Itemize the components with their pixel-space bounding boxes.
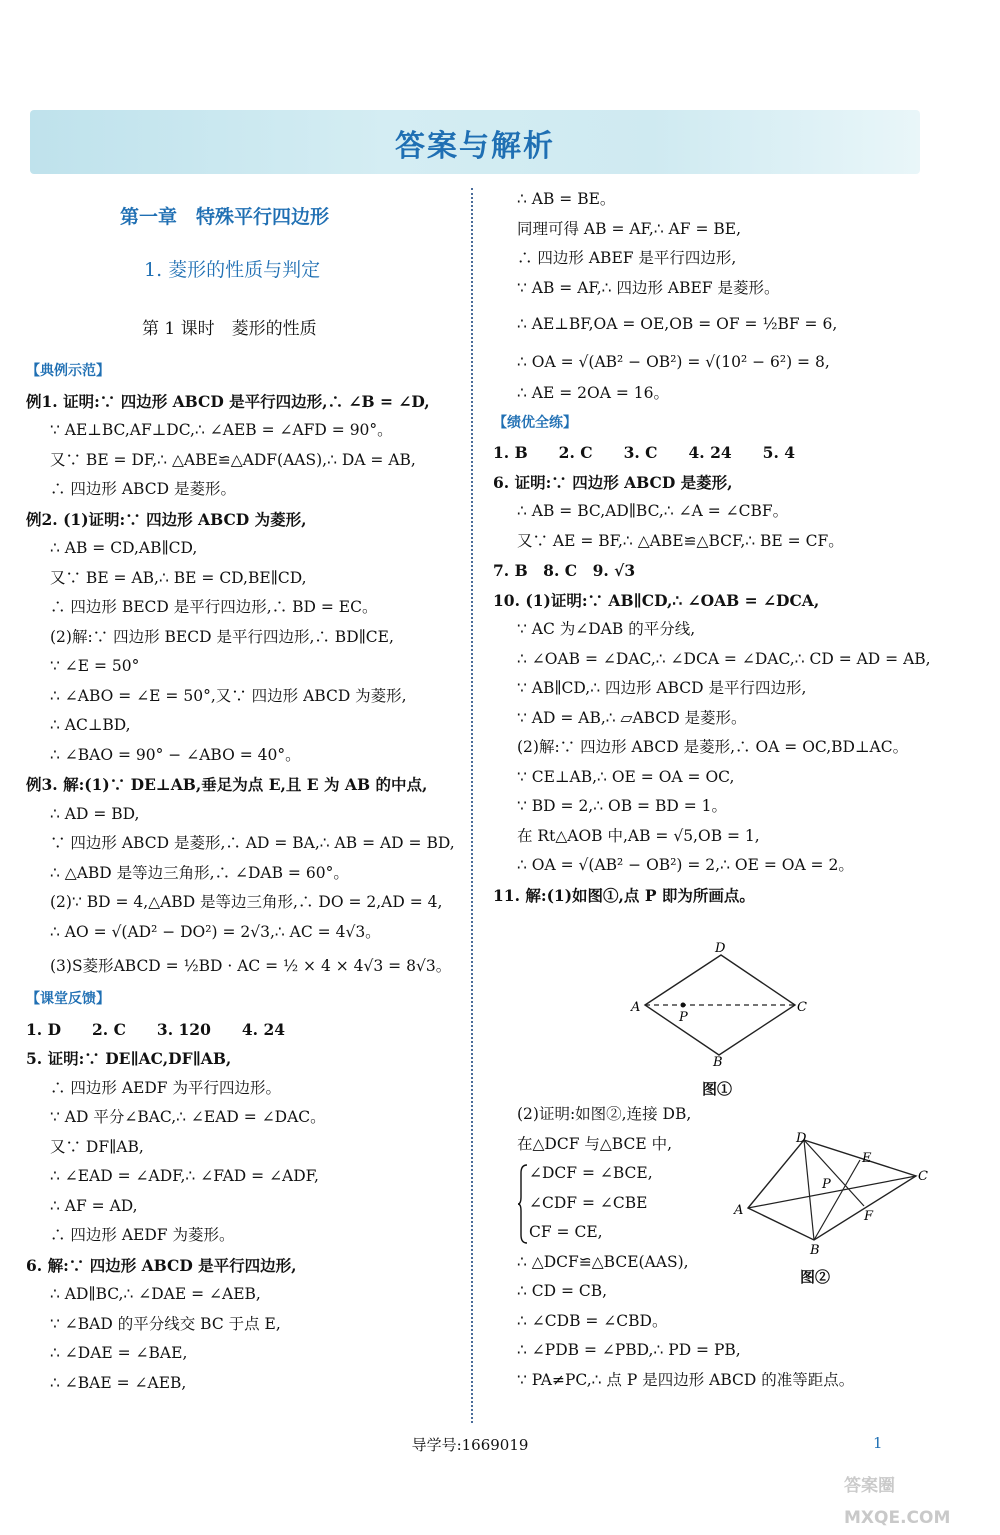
- text-line: ∴ AC⊥BD,: [50, 716, 131, 734]
- text-line: ∴ CD = CB,: [517, 1282, 608, 1300]
- section-tag-practice: 【绩优全练】: [493, 414, 577, 431]
- text-line: 在 Rt△AOB 中,AB = √5,OB = 1,: [517, 826, 760, 845]
- line-be: [814, 1160, 860, 1240]
- quad-outline: [748, 1140, 916, 1240]
- text-line: ∵ ∠E = 50°: [50, 657, 140, 675]
- text-line: 又∵ BE = DF,∴ △ABE≌△ADF(AAS),∴ DA = AB,: [50, 450, 416, 469]
- page-title: 答案与解析: [395, 129, 555, 164]
- text-line: 例3. 解:(1)∵ DE⊥AB,垂足为点 E,且 E 为 AB 的中点,: [26, 775, 428, 794]
- text-line: ∵ BD = 2,∴ OB = BD = 1。: [517, 797, 727, 815]
- text-line: ∵ AD = AB,∴ ▱ABCD 是菱形。: [517, 708, 747, 727]
- figure-1-rhombus: [625, 940, 815, 1075]
- text-line: ∴ AO = √(AD² − DO²) = 2√3,∴ AC = 4√3。: [50, 922, 381, 941]
- text-line: ∠DCF = ∠BCE,: [529, 1164, 653, 1182]
- text-line: (2)∵ BD = 4,△ABD 是等边三角形,∴ DO = 2,AD = 4,: [50, 893, 443, 911]
- text-line: ∴ AF = AD,: [50, 1196, 138, 1215]
- label-a: A: [734, 1203, 744, 1218]
- text-line: ∴ AB = BE。: [517, 190, 616, 208]
- text-line: ∵ 四边形 ABCD 是菱形,∴ AD = BA,∴ AB = AD = BD,: [50, 834, 455, 852]
- column-divider: [471, 188, 473, 1423]
- text-line: 同理可得 AB = AF,∴ AF = BE,: [517, 219, 742, 238]
- text-line: (2)解:∵ 四边形 ABCD 是菱形,∴ OA = OC,BD⊥AC。: [517, 738, 909, 756]
- text-line: (2)解:∵ 四边形 BECD 是平行四边形,∴ BD∥CE,: [50, 627, 394, 646]
- watermark-logo: [838, 1455, 998, 1535]
- lesson-title: 第 1 课时 菱形的性质: [142, 319, 317, 339]
- figure-2-caption: 图②: [800, 1268, 831, 1286]
- label-a: A: [631, 1000, 641, 1015]
- label-b: B: [713, 1055, 723, 1070]
- text-line: 6. 证明:∵ 四边形 ABCD 是菱形,: [493, 472, 733, 492]
- label-c: C: [797, 1000, 807, 1015]
- answer-line: 1. D 2. C 3. 120 4. 24: [26, 1019, 286, 1039]
- text-line: ∴ 四边形 ABCD 是菱形。: [50, 480, 236, 498]
- section-title: 1. 菱形的性质与判定: [144, 259, 321, 281]
- watermark-text-2: MXQE.COM: [844, 1508, 951, 1528]
- text-line: 又∵ AE = BF,∴ △ABE≌△BCF,∴ BE = CF。: [517, 531, 844, 550]
- text-line: 6. 解:∵ 四边形 ABCD 是平行四边形,: [26, 1255, 297, 1275]
- text-line: ∴ ∠PDB = ∠PBD,∴ PD = PB,: [517, 1341, 741, 1359]
- figure-2-quadrilateral: [728, 1130, 928, 1260]
- text-line: 10. (1)证明:∵ AB∥CD,∴ ∠OAB = ∠DCA,: [493, 590, 820, 610]
- text-line: ∴ OA = √(AB² − OB²) = 2,∴ OE = OA = 2。: [517, 856, 854, 874]
- text-line: ∴ ∠DAE = ∠BAE,: [50, 1344, 188, 1362]
- label-f: F: [864, 1209, 874, 1224]
- text-line: ∴ 四边形 ABEF 是平行四边形,: [517, 249, 737, 267]
- text-line: ∴ 四边形 BECD 是平行四边形,∴ BD = EC。: [50, 598, 378, 616]
- point-p: [681, 1003, 686, 1008]
- text-line: 例1. 证明:∵ 四边形 ABCD 是平行四边形,∴ ∠B = ∠D,: [26, 391, 430, 411]
- text-line: ∵ AE⊥BC,AF⊥DC,∴ ∠AEB = ∠AFD = 90°。: [50, 421, 393, 439]
- text-line: ∴ AD∥BC,∴ ∠DAE = ∠AEB,: [50, 1285, 261, 1303]
- text-line: ∴ OA = √(AB² − OB²) = √(10² − 6²) = 8,: [517, 353, 830, 371]
- text-line: ∵ ∠BAD 的平分线交 BC 于点 E,: [50, 1314, 281, 1333]
- label-b: B: [810, 1243, 820, 1258]
- text-line: ∴ ∠OAB = ∠DAC,∴ ∠DCA = ∠DAC,∴ CD = AD = AB,: [517, 649, 931, 668]
- text-line: ∵ CE⊥AB,∴ OE = OA = OC,: [517, 767, 735, 786]
- label-p: P: [679, 1010, 688, 1025]
- line-db: [804, 1140, 814, 1240]
- text-line: ∴ AE = 2OA = 16。: [517, 384, 669, 402]
- text-line: ∵ AD 平分∠BAC,∴ ∠EAD = ∠DAC。: [50, 1108, 326, 1126]
- text-line: 又∵ DF∥AB,: [50, 1137, 144, 1156]
- text-line: 11. 解:(1)如图①,点 P 即为所画点。: [493, 885, 755, 905]
- answer-line: 1. B 2. C 3. C 4. 24 5. 4: [493, 443, 796, 462]
- text-line: ∴ ∠BAE = ∠AEB,: [50, 1373, 187, 1392]
- text-line: 例2. (1)证明:∵ 四边形 ABCD 为菱形,: [26, 509, 307, 529]
- brace-icon: [517, 1163, 529, 1245]
- right-column: [493, 185, 953, 910]
- text-line: ∴ △DCF≌△BCE(AAS),: [517, 1252, 689, 1271]
- text-line: ∴ ∠EAD = ∠ADF,∴ ∠FAD = ∠ADF,: [50, 1167, 319, 1185]
- label-c: C: [918, 1169, 928, 1184]
- label-d: D: [796, 1131, 807, 1146]
- label-d: D: [715, 941, 726, 956]
- brace-group: [517, 1159, 747, 1248]
- text-line: CF = CE,: [529, 1223, 603, 1241]
- left-column: [26, 195, 466, 1398]
- text-line: ∴ AD = BD,: [50, 804, 140, 823]
- page-number: 1: [873, 1434, 883, 1452]
- text-line: ∴ 四边形 AEDF 为平行四边形。: [50, 1078, 281, 1097]
- text-line: (2)证明:如图②,连接 DB,: [517, 1105, 692, 1123]
- section-tag-feedback: 【课堂反馈】: [26, 991, 110, 1007]
- label-p: P: [822, 1177, 831, 1192]
- text-line: ∴ ∠BAO = 90° − ∠ABO = 40°。: [50, 745, 301, 764]
- text-line: 又∵ BE = AB,∴ BE = CD,BE∥CD,: [50, 568, 307, 587]
- text-line: ∴ △ABD 是等边三角形,∴ ∠DAB = 60°。: [50, 863, 349, 882]
- text-line: ∴ ∠ABO = ∠E = 50°,又∵ 四边形 ABCD 为菱形,: [50, 686, 407, 705]
- text-line: ∵ AC 为∠DAB 的平分线,: [517, 620, 696, 638]
- text-line: ∴ 四边形 AEDF 为菱形。: [50, 1226, 235, 1244]
- text-line: ∵ AB∥CD,∴ 四边形 ABCD 是平行四边形,: [517, 679, 807, 697]
- text-line: 5. 证明:∵ DE∥AC,DF∥AB,: [26, 1049, 232, 1068]
- text-line: (3)S菱形ABCD = ½BD · AC = ½ × 4 × 4√3 = 8√3。: [50, 957, 452, 975]
- text-line: ∴ AB = BC,AD∥BC,∴ ∠A = ∠CBF。: [517, 502, 789, 520]
- figure-1-caption: 图①: [702, 1080, 733, 1098]
- text-line: ∠CDF = ∠CBE: [529, 1193, 648, 1212]
- chapter-title: 第一章 特殊平行四边形: [120, 206, 330, 228]
- label-e: E: [862, 1151, 872, 1166]
- text-line: 在△DCF 与△BCE 中,: [517, 1134, 673, 1153]
- text-line: ∵ AB = AF,∴ 四边形 ABEF 是菱形。: [517, 278, 780, 297]
- guide-number: 导学号:1669019: [411, 1436, 529, 1454]
- text-line: ∴ AE⊥BF,OA = OE,OB = OF = ½BF = 6,: [517, 315, 838, 333]
- section-tag-examples: 【典例示范】: [26, 363, 110, 379]
- answer-line: 7. B 8. C 9. √3: [493, 561, 636, 580]
- text-line: ∴ ∠CDB = ∠CBD。: [517, 1311, 668, 1330]
- text-line: ∵ PA≠PC,∴ 点 P 是四边形 ABCD 的准等距点。: [517, 1370, 855, 1389]
- text-line: ∴ AB = CD,AB∥CD,: [50, 539, 198, 557]
- proof-block: [517, 1100, 855, 1395]
- watermark-text-1: 答案圈: [844, 1476, 895, 1496]
